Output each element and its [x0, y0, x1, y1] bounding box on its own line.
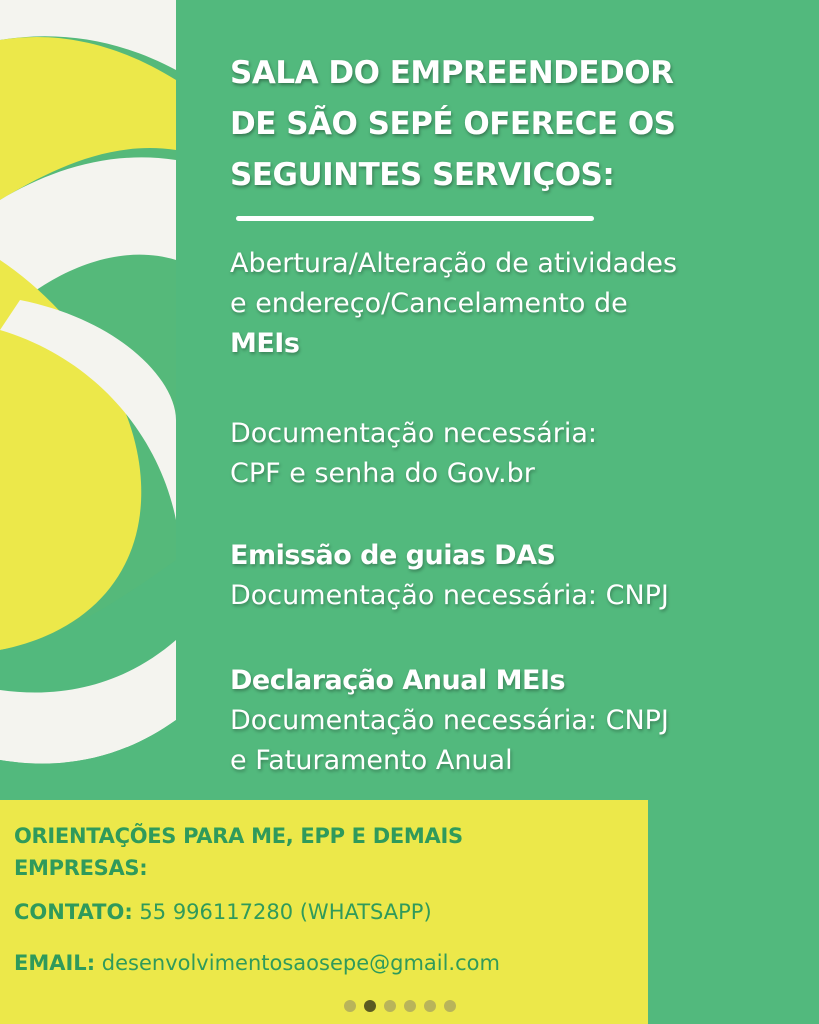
page-title	[230, 48, 810, 201]
contact-line	[14, 900, 432, 924]
carousel-dot[interactable]	[364, 1000, 376, 1012]
service-heading: Declaração Anual MEIs	[230, 665, 566, 696]
service-text: Documentação necessária: CNPJ	[230, 705, 669, 736]
email-label: EMAIL:	[14, 951, 96, 975]
service-text: Documentação necessária:	[230, 418, 598, 449]
email-address[interactable]: desenvolvimentosaosepe@gmail.com	[101, 951, 500, 975]
carousel-dot[interactable]	[344, 1000, 356, 1012]
carousel-dot[interactable]	[424, 1000, 436, 1012]
service-item-declaracao	[230, 661, 815, 781]
service-text: e endereço/Cancelamento de	[230, 288, 628, 319]
title-divider	[236, 216, 594, 221]
orientation-line: ORIENTAÇÕES PARA ME, EPP E DEMAIS	[14, 824, 463, 848]
title-line: SALA DO EMPREENDEDOR	[230, 55, 674, 91]
service-heading: Emissão de guias DAS	[230, 540, 556, 571]
contact-phone[interactable]: 55 996117280 (WHATSAPP)	[139, 900, 432, 924]
title-line: SEGUINTES SERVIÇOS:	[230, 157, 615, 193]
service-text-bold: MEIs	[230, 328, 300, 359]
carousel-indicator	[344, 1000, 456, 1014]
service-item-abertura	[230, 244, 815, 364]
service-text: Documentação necessária: CNPJ	[230, 580, 669, 611]
service-item-documentacao	[230, 414, 815, 494]
email-line	[14, 951, 500, 975]
decorative-left-panel	[0, 0, 176, 800]
orientation-line: EMPRESAS:	[14, 856, 148, 880]
service-text: CPF e senha do Gov.br	[230, 458, 535, 489]
contact-label: CONTATO:	[14, 900, 133, 924]
orientation-heading	[14, 820, 463, 884]
carousel-dot[interactable]	[404, 1000, 416, 1012]
decorative-shapes	[0, 0, 176, 800]
carousel-dot[interactable]	[384, 1000, 396, 1012]
carousel-dot[interactable]	[444, 1000, 456, 1012]
title-line: DE SÃO SEPÉ OFERECE OS	[230, 106, 676, 142]
service-text: e Faturamento Anual	[230, 745, 513, 776]
service-text: Abertura/Alteração de atividades	[230, 248, 678, 279]
service-item-das	[230, 536, 815, 616]
